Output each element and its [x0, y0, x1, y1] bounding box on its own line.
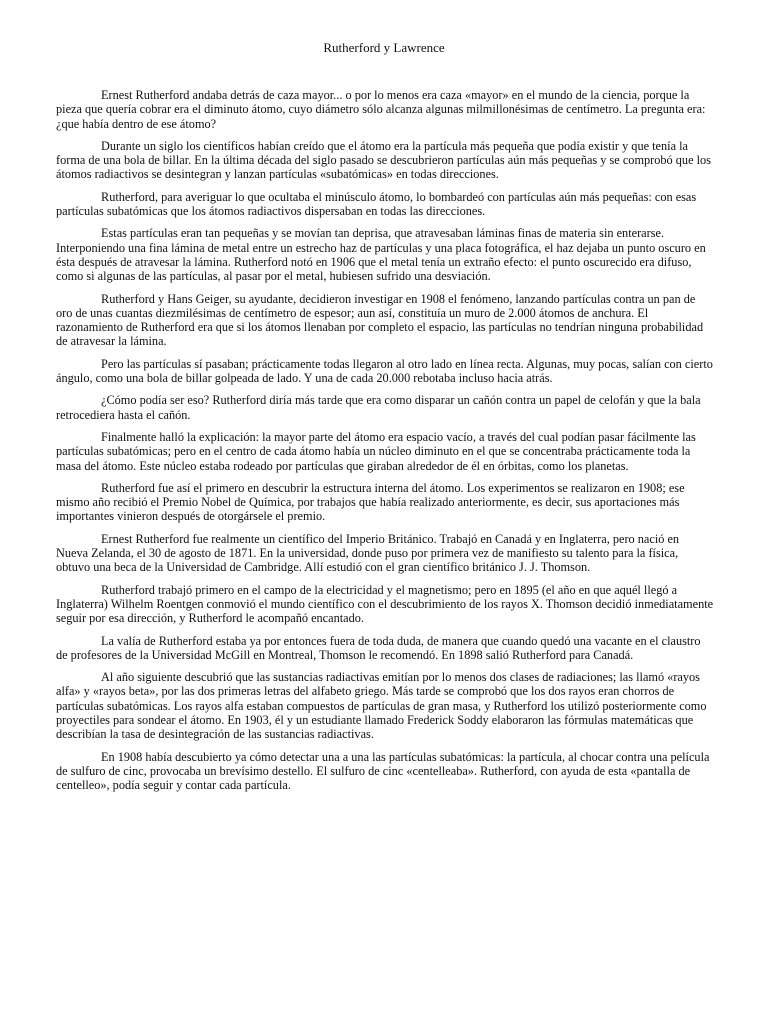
paragraph: Pero las partículas sí pasaban; prácticamente todas llegaron al otro lado en línea recta. Algunas, muy pocas, salían con cierto ángulo, como una bola de billar golpeada de lado. Y una de cada 20.000 rebotaba incluso hacia atrás.	[56, 356, 713, 386]
paragraph: ¿Cómo podía ser eso? Rutherford diría más tarde que era como disparar un cañón contra un papel de celofán y que la bala retrocediera hasta el cañón.	[56, 393, 701, 422]
paragraph: En 1908 había descubierto ya cómo detectar una a una las partículas subatómicas: la partícula, al chocar contra una película de sulfuro de cinc, provocaba un brevísimo destello. El sulfuro de cinc «centelleaba». Rutherford, con ayuda de esta «pantalla de centelleo», podía seguir y contar cada partícula.	[56, 749, 710, 793]
document-title: Rutherford y Lawrence	[323, 40, 445, 55]
paragraph: Finalmente halló la explicación: la mayor parte del átomo era espacio vacío, a través del cual podían pasar fácilmente las partículas subatómicas; pero en el centro de cada átomo había un núcleo diminuto en el que se concentraba prácticamente toda la masa del átomo. Este núcleo estaba rodeado por partículas que giraban alrededor de él en órbitas, como los planetas.	[56, 429, 696, 473]
paragraph: Ernest Rutherford andaba detrás de caza mayor... o por lo menos era caza «mayor» en el mundo de la ciencia, porque la pieza que quería cobrar era el diminuto átomo, cuyo diámetro sólo alcanza algunas milmillonésimas de centímetro. La pregunta era: ¿que había dentro de ese átomo?	[56, 88, 706, 131]
paragraph: Rutherford fue así el primero en descubrir la estructura interna del átomo. Los experimentos se realizaron en 1908; ese mismo año recibió el Premio Nobel de Química, por trabajos que había realizado anteriormente, es decir, sus aportaciones más importantes vinieron después de otorgársele el premio.	[56, 480, 685, 524]
paragraph: Rutherford y Hans Geiger, su ayudante, decidieron investigar en 1908 el fenómeno, lanzando partículas contra un pan de oro de unas cuantas diezmilésimas de centímetro de espesor; aun así, constituía un muro de 2.000 átomos de anchura. El razonamiento de Rutherford era que si los átomos llenaban por completo el espacio, las partículas no tendrían ninguna probabilidad de atravesar la lámina.	[56, 291, 704, 349]
paragraph: Durante un siglo los científicos habían creído que el átomo era la partícula más pequeña que podía existir y que tenía la forma de una bola de billar. En la última década del siglo pasado se descubrieron partículas aún más pequeñas y se comprobó que los átomos radiactivos se desintegran y lanzan partículas «subatómicas» en todas direcciones.	[56, 138, 711, 182]
document-body	[56, 88, 714, 800]
paragraph: Estas partículas eran tan pequeñas y se movían tan deprisa, que atravesaban láminas finas de materia sin enterarse. Interponiendo una fina lámina de metal entre un estrecho haz de partículas y una placa fotográfica, el haz dejaba un punto oscuro en ésta después de atravesar la lámina. Rutherford notó en 1906 que el metal tenía un extraño efecto: el punto oscurecido era difuso, como si algunas de las partículas, al pasar por el metal, hubiesen sufrido una desviación.	[56, 226, 706, 284]
paragraph: Rutherford, para averiguar lo que ocultaba el minúsculo átomo, lo bombardeó con partículas aún más pequeñas: con esas partículas subatómicas que los átomos radiactivos dispersaban en todas las direcciones.	[56, 189, 697, 219]
paragraph: Rutherford trabajó primero en el campo de la electricidad y el magnetismo; pero en 1895 (el año en que aquél llegó a Inglaterra) Wilhelm Roentgen conmovió el mundo científico con el descubrimiento de los rayos X. Thomson decidió inmediatamente seguir por esa dirección, y Rutherford le acompañó encantado.	[56, 582, 714, 626]
paragraph: Ernest Rutherford fue realmente un científico del Imperio Británico. Trabajó en Canadá y en Inglaterra, pero nació en Nueva Zelanda, el 30 de agosto de 1871. En la universidad, donde puso por primera vez de manifiesto su talento para la física, obtuvo una beca de la Universidad de Cambridge. Allí estudió con el gran científico británico J. J. Thomson.	[56, 531, 680, 575]
paragraph: Al año siguiente descubrió que las sustancias radiactivas emitían por lo menos dos clases de radiaciones; las llamó «rayos alfa» y «rayos beta», por las dos primeras letras del alfabeto griego. Más tarde se comprobó que los dos rayos eran chorros de partículas subatómicas. Los rayos alfa estaban compuestos de partículas de gran masa, y Rutherford los utilizó posteriormente como proyectiles para sondear el átomo. En 1903, él y un estudiante llamado Frederick Soddy elaboraron las fórmulas matemáticas que describían la tasa de desintegración de las sustancias radiactivas.	[56, 670, 707, 742]
paragraph: La valía de Rutherford estaba ya por entonces fuera de toda duda, de manera que cuando quedó una vacante en el claustro de profesores de la Universidad McGill en Montreal, Thomson le recomendó. En 1898 salió Rutherford para Canadá.	[56, 633, 701, 662]
